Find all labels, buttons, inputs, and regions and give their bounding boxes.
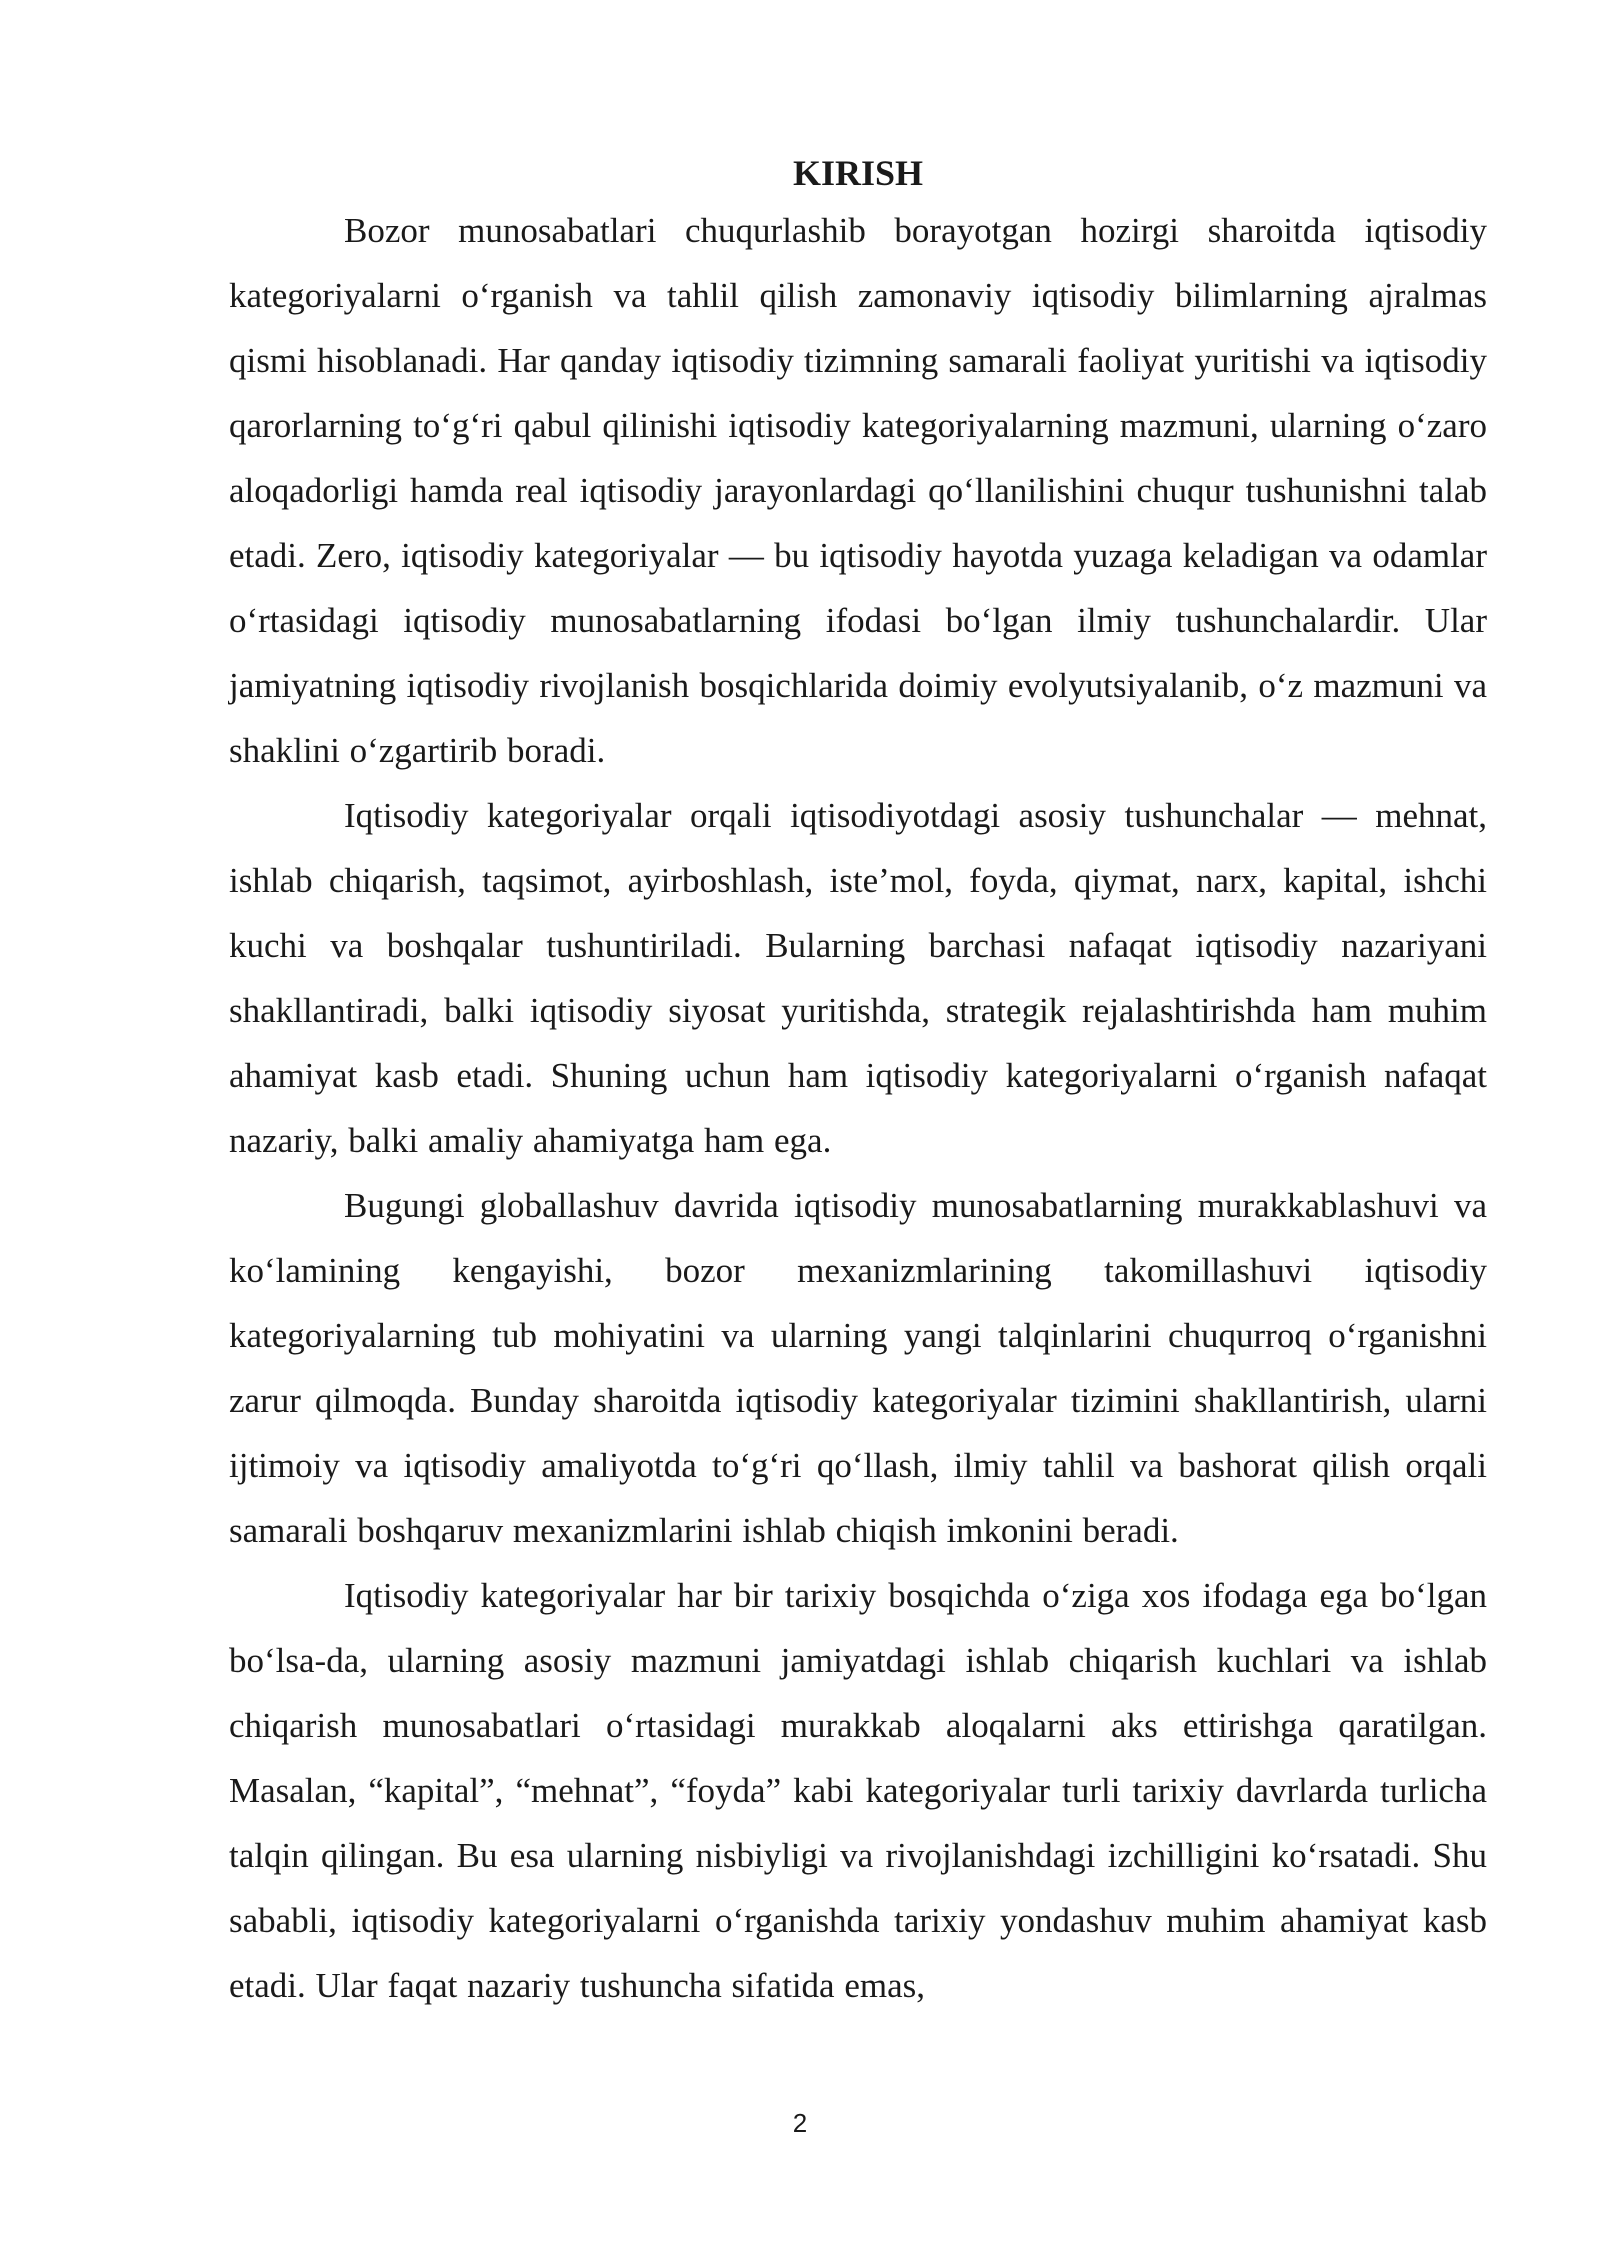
- document-body: [229, 148, 1487, 2018]
- paragraph-3: Bugungi globallashuv davrida iqtisodiy munosabatlarning murakkablashuvi va ko‘lamining kengayishi, bozor mexanizmlarining takomillashuvi iqtisodiy kategoriyalarning tub mohiyatini va ularning yangi talqinlarini chuqurroq o‘rganishni zarur qilmoqda. Bunday sharoitda iqtisodiy kategoriyalar tizimini shakllantirish, ularni ijtimoiy va iqtisodiy amaliyotda to‘g‘ri qo‘llash, ilmiy tahlil va bashorat qilish orqali samarali boshqaruv mexanizmlarini ishlab chiqish imkonini beradi.: [229, 1186, 1487, 1550]
- page-number: 2: [792, 2108, 808, 2138]
- paragraph-1: Bozor munosabatlari chuqurlashib borayotgan hozirgi sharoitda iqtisodiy kategoriyalarni o‘rganish va tahlil qilish zamonaviy iqtisodiy bilimlarning ajralmas qismi hisoblanadi. Har qanday iqtisodiy tizimning samarali faoliyat yuritishi va iqtisodiy qarorlarning to‘g‘ri qabul qilinishi iqtisodiy kategoriyalarning mazmuni, ularning o‘zaro aloqadorligi hamda real iqtisodiy jarayonlardagi qo‘llanilishini chuqur tushunishni talab etadi. Zero, iqtisodiy kategoriyalar — bu iqtisodiy hayotda yuzaga keladigan va odamlar o‘rtasidagi iqtisodiy munosabatlarning ifodasi bo‘lgan ilmiy tushunchalardir. Ular jamiyatning iqtisodiy rivojlanish bosqichlarida doimiy evolyutsiyalanib, o‘z mazmuni va shaklini o‘zgartirib boradi.: [229, 211, 1487, 770]
- paragraph-2: Iqtisodiy kategoriyalar orqali iqtisodiyotdagi asosiy tushunchalar — mehnat, ishlab chiqarish, taqsimot, ayirboshlash, iste’mol, foyda, qiymat, narx, kapital, ishchi kuchi va boshqalar tushuntiriladi. Bularning barchasi nafaqat iqtisodiy nazariyani shakllantiradi, balki iqtisodiy siyosat yuritishda, strategik rejalashtirishda ham muhim ahamiyat kasb etadi. Shuning uchun ham iqtisodiy kategoriyalarni o‘rganish nafaqat nazariy, balki amaliy ahamiyatga ham ega.: [229, 796, 1487, 1160]
- paragraph-4: Iqtisodiy kategoriyalar har bir tarixiy bosqichda o‘ziga xos ifodaga ega bo‘lgan bo‘lsa-da, ularning asosiy mazmuni jamiyatdagi ishlab chiqarish kuchlari va ishlab chiqarish munosabatlari o‘rtasidagi murakkab aloqalarni aks ettirishga qaratilgan. Masalan, “kapital”, “mehnat”, “foyda” kabi kategoriyalar turli tarixiy davrlarda turlicha talqin qilingan. Bu esa ularning nisbiyligi va rivojlanishdagi izchilligini ko‘rsatadi. Shu sababli, iqtisodiy kategoriyalarni o‘rganishda tarixiy yondashuv muhim ahamiyat kasb etadi. Ular faqat nazariy tushuncha sifatida emas,: [229, 1576, 1487, 2005]
- section-heading: KIRISH: [792, 153, 924, 193]
